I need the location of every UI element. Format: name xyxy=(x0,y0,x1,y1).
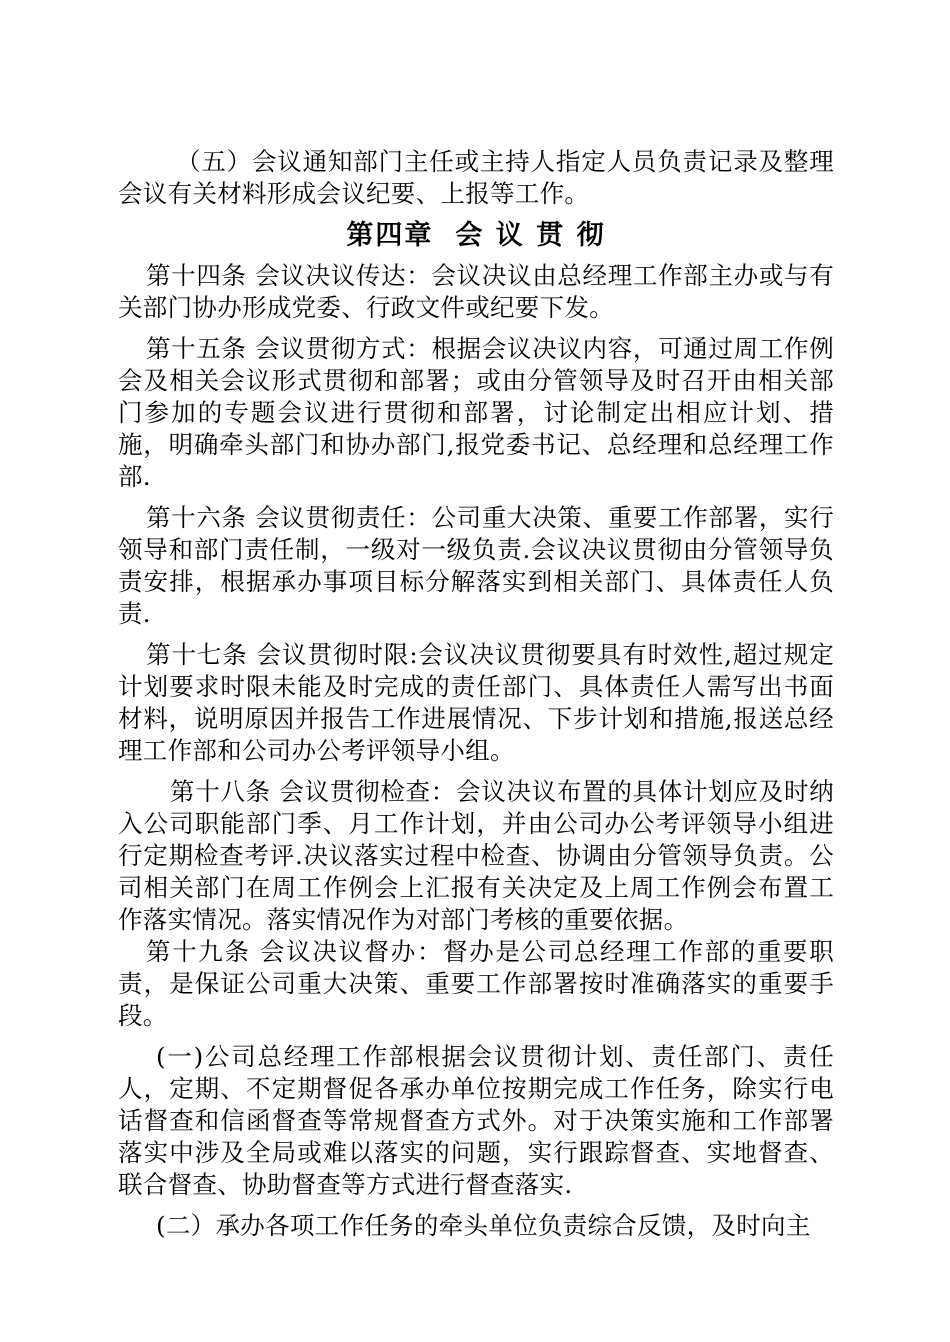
article-19: 第十九条 会议决议督办：督办是公司总经理工作部的重要职责，是保证公司重大决策、重要工作部署按时准确落实的重要手段。 xyxy=(118,937,834,1030)
article-19-item-2: (二）承办各项工作任务的牵头单位负责综合反馈，及时向主 xyxy=(156,1211,811,1240)
chapter-name: 会 议 贯 彻 xyxy=(455,220,606,251)
paragraph-item-five: （五）会议通知部门主任或主持人指定人员负责记录及整理会议有关材料形成会议纪要、上报等工作。 xyxy=(118,147,834,208)
document-page xyxy=(118,146,834,1242)
chapter-number: 第四章 xyxy=(346,220,434,251)
article-18: 第十八条 会议贯彻检查：会议决议布置的具体计划应及时纳入公司职能部门季、月工作计划，并由公司办公考评领导小组进行定期检查考评.决议落实过程中检查、协调由分管领导负责。公司相关部门在周工作例会上汇报有关决定及上周工作例会布置工作落实情况。落实情况作为对部门考核的重要依据。 xyxy=(118,777,834,934)
article-19-item-1: (一)公司总经理工作部根据会议贯彻计划、责任部门、责任人，定期、不定期督促各承办单位按期完成工作任务，除实行电话督查和信函督查等常规督查方式外。对于决策实施和工作部署落实中涉及全局或难以落实的问题，实行跟踪督查、实地督查、联合督查、协助督查等方式进行督查落实. xyxy=(118,1042,834,1199)
article-15: 第十五条 会议贯彻方式：根据会议决议内容，可通过周工作例会及相关会议形式贯彻和部署；或由分管领导及时召开由相关部门参加的专题会议进行贯彻和部署，讨论制定出相应计划、措施，明确牵头部门和协办部门,报党委书记、总经理和总经理工作部. xyxy=(118,334,834,491)
article-14: 第十四条 会议决议传达：会议决议由总经理工作部主办或与有关部门协办形成党委、行政文件或纪要下发。 xyxy=(118,261,834,322)
chapter-title xyxy=(118,216,834,256)
article-16: 第十六条 会议贯彻责任：公司重大决策、重要工作部署，实行领导和部门责任制，一级对一级负责.会议决议贯彻由分管领导负责安排，根据承办事项目标分解落实到相关部门、具体责任人负责. xyxy=(118,503,834,628)
article-17: 第十七条 会议贯彻时限:会议决议贯彻要具有时效性,超过规定计划要求时限未能及时完成的责任部门、具体责任人需写出书面材料，说明原因并报告工作进展情况、下步计划和措施,报送总经理工作部和公司办公考评领导小组。 xyxy=(118,640,834,765)
